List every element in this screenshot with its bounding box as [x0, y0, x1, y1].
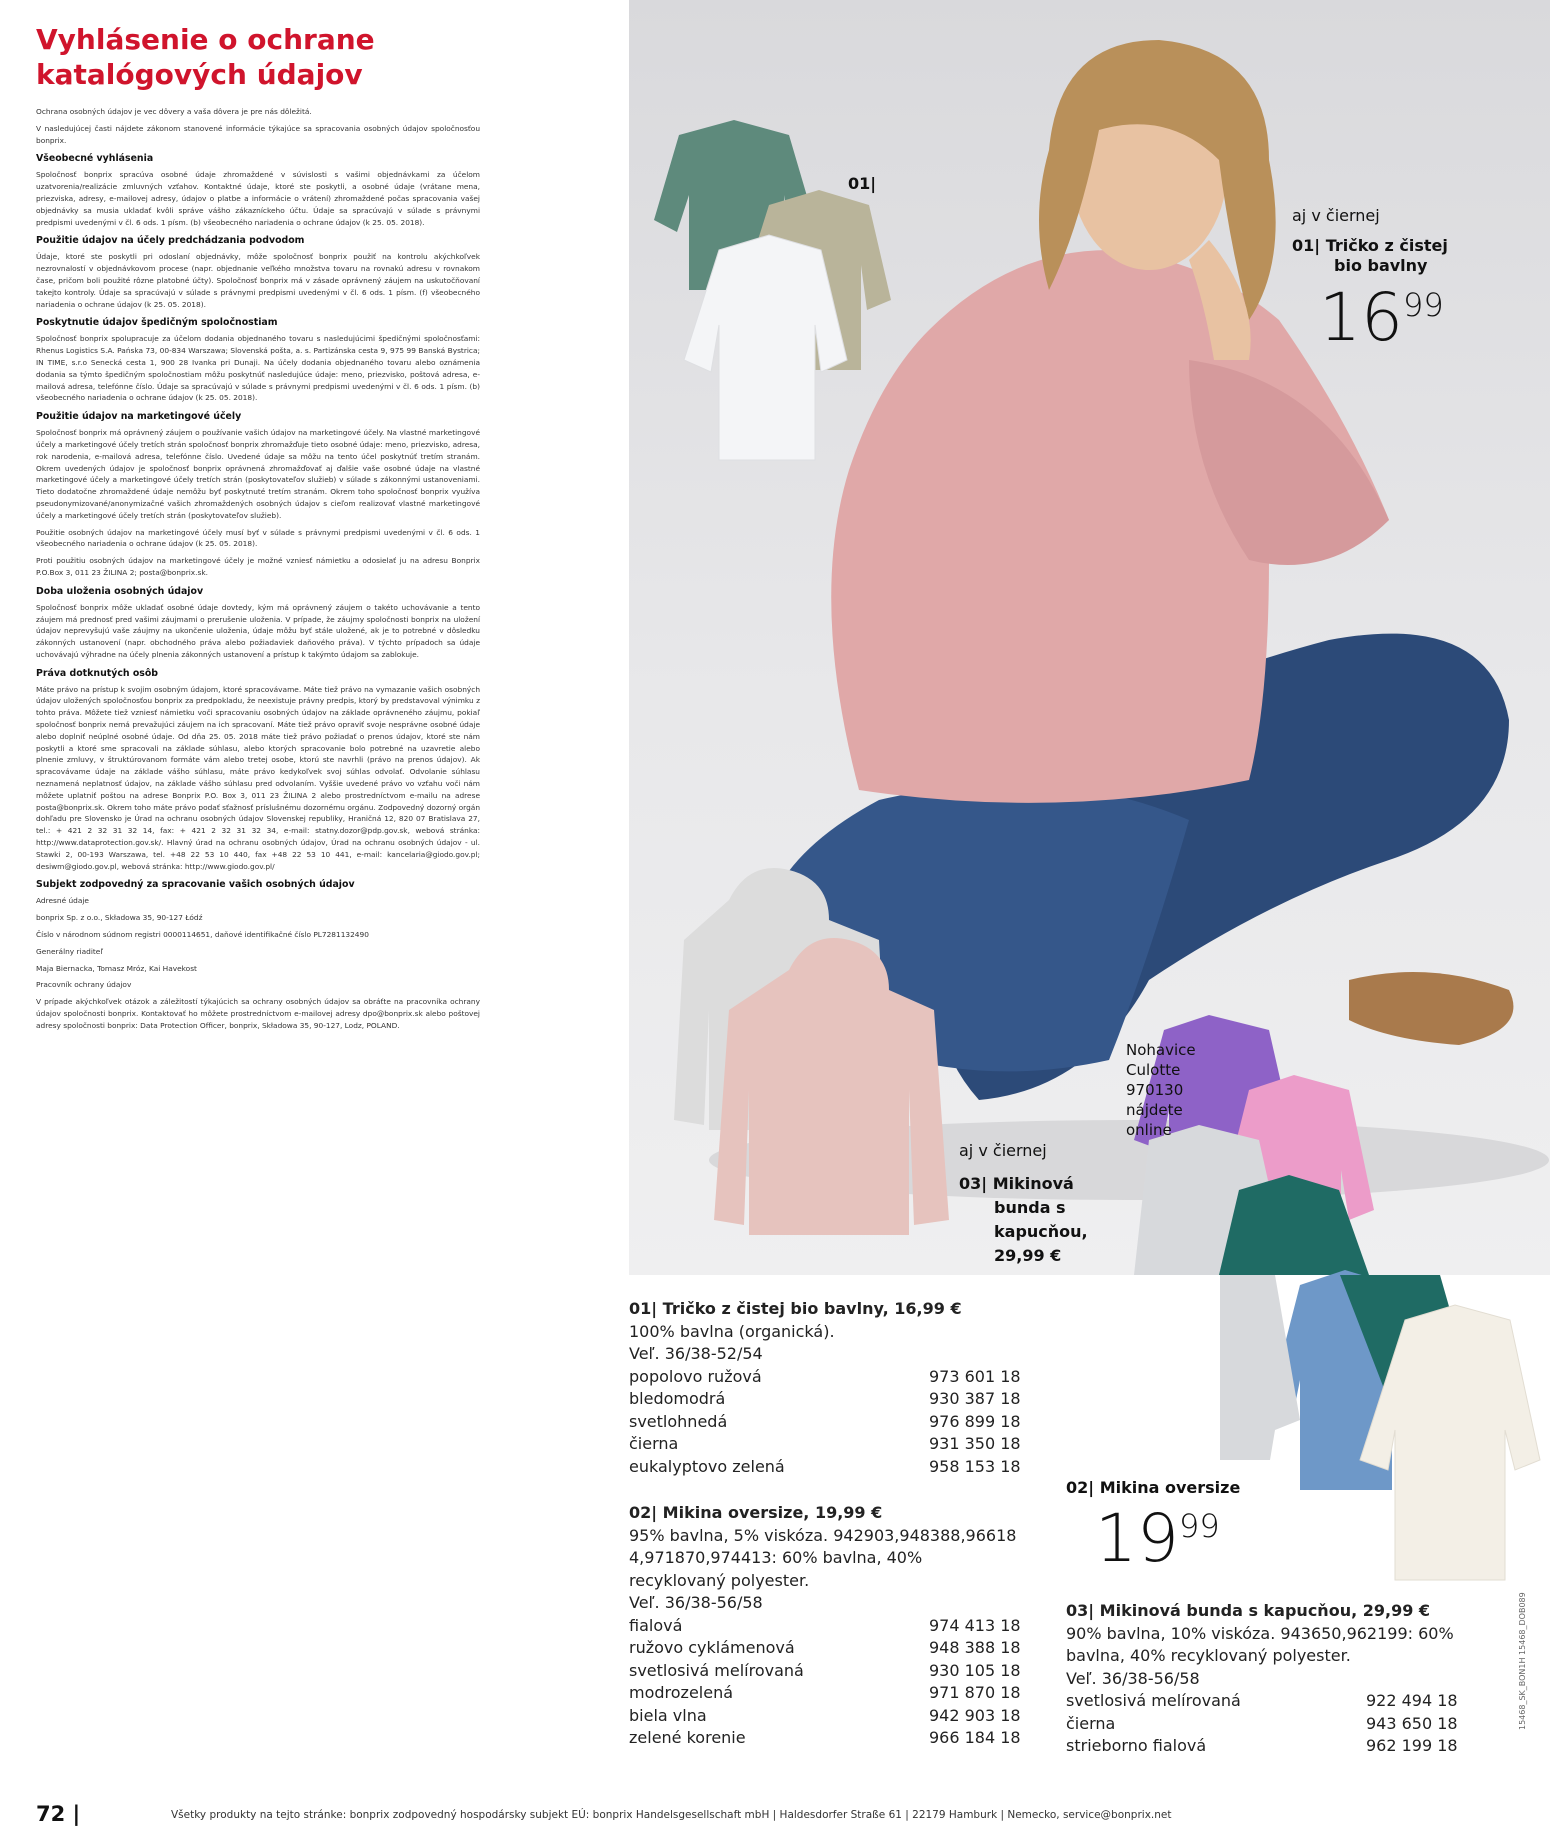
privacy-paragraph: Maja Biernacka, Tomasz Mróz, Kai Havekost — [36, 963, 197, 973]
product03-material-l1: 90% bavlna, 10% viskóza. 943650,962199: 60% — [1066, 1623, 1454, 1643]
product03-block — [1066, 1600, 1496, 1758]
product01-sizes: Veľ. 36/38-52/54 — [629, 1344, 763, 1363]
variant-row — [629, 1727, 1059, 1750]
pants-note — [1126, 1040, 1196, 1140]
privacy-section — [36, 106, 480, 146]
variant-code: 966 184 18 — [929, 1728, 1021, 1747]
variant-code: 943 650 18 — [1366, 1713, 1458, 1733]
privacy-paragraph: Číslo v národnom súdnom registri 0000114651, daňové identifikačné číslo PL7281132490 — [36, 930, 369, 940]
page-number: 72 | — [36, 1802, 81, 1826]
variant-code: 948 388 18 — [929, 1638, 1021, 1657]
product03-sizes: Veľ. 36/38-56/58 — [1066, 1668, 1200, 1688]
privacy-paragraph: Generálny riaditeľ — [36, 946, 104, 956]
price-02 — [1095, 1500, 1220, 1577]
product01-material: 100% bavlna (organická). — [629, 1321, 835, 1341]
privacy-section-heading: Subjekt zodpovedný za spracovanie vašich osobných údajov — [36, 879, 355, 891]
product01-name-line1: Tričko z čistej — [1325, 236, 1448, 255]
privacy-paragraph: Použitie osobných údajov na marketingové účely musí byť v súlade s právnymi predpismi uvedenými v čl. 6 ods. 1 všeobecného nariadenia o ochrane údajov (k 25. 05. 2018). — [36, 527, 480, 549]
privacy-section — [36, 316, 480, 404]
variant-color: čierna — [629, 1434, 679, 1453]
price01-decimal: 99 — [1402, 286, 1444, 324]
privacy-paragraph: Ochrana osobných údajov je vec dôvery a vaša dôvera je pre nás dôležitá. — [36, 107, 312, 116]
pants-note-line5: online — [1126, 1121, 1172, 1139]
product01-heading: 01| Tričko z čistej bio bavlny, 16,99 € — [629, 1299, 962, 1318]
footer-legal: Všetky produkty na tejto stránke: bonprix zodpovedný hospodársky subjekt EÚ: bonprix Handelsgesellschaft mbH | Haldesdorfer Straße 61 | 22179 Hamburk | Nemecko, service@bonprix.net — [171, 1809, 1172, 1821]
privacy-column — [36, 22, 480, 1038]
variant-color: svetlosivá melírovaná — [629, 1660, 804, 1680]
privacy-section-heading: Použitie údajov na marketingové účely — [36, 411, 242, 423]
variant-code: 974 413 18 — [929, 1615, 1021, 1635]
privacy-paragraph: Spoločnosť bonprix môže ukladať osobné údaje dovtedy, kým má oprávnený záujem o takéto uchovávanie a tento záujem má prednosť pred vašimi záujmami o prerušenie uloženia. V prípade, že záujmy spoločnosti bonprix na uložení údajov neprevyšujú vaše záujmy na ukončenie uloženia, údaje môžu byť stále uložené, ak je to potrebné v dôsledku zákonných ustanovení (napr. obchodného práva alebo požiadaviek daňového práva). V týchto prípadoch sa údaje uchovávajú výhradne na účely plnenia zákonných ustanovení a prístup k takýmto údajom sa zablokuje. — [36, 602, 480, 659]
variant-row — [1066, 1713, 1496, 1736]
variant-color: biela vlna — [629, 1705, 707, 1725]
variant-row — [1066, 1690, 1496, 1713]
product03-line3: kapucňou, — [994, 1222, 1088, 1241]
product02-label — [1066, 1478, 1240, 1498]
variant-row — [629, 1433, 1049, 1456]
sweat-blue — [1268, 1270, 1425, 1490]
variant-row — [629, 1682, 1059, 1705]
product03-number: 03| — [959, 1174, 988, 1193]
variant-row — [629, 1388, 1049, 1411]
variant-row — [629, 1660, 1059, 1683]
privacy-section — [36, 152, 480, 228]
privacy-section — [36, 234, 480, 310]
variant-color: svetlohnedá — [629, 1411, 728, 1431]
color-note-black-03: aj v čiernej — [959, 1141, 1047, 1160]
privacy-paragraph: Spoločnosť bonprix má oprávnený záujem o používanie vašich údajov na marketingové účely. Na vlastné marketingové účely a marketingové účely tretích strán spoločnosť bonprix zhromažďuje tieto osobné údaje: meno, priezvisko, adresa, rok narodenia, e-mailová adresa, telefónne číslo. Uvedené údaje sa môžu na tento účel poskytnúť tretím stranám. Okrem uvedených údajov je spoločnosť bonprix oprávnená zhromažďovať aj ďalšie vaše osobné údaje na vlastné marketingové účely a marketingové účely tretích strán (poskytovateľov služieb) v súlade s zákonnými ustanoveniami. Tieto dodatočne zhromaždené údaje nemôžu byť poskytnuté tretím stranám. Okrem toho spoločnosť bonprix využíva pseudonymizované/anonymizačné vašich zhromaždených osobných údajov s cieľom realizovať vlastné marketingové účely a marketingové účely tretích strán (poskytovateľov služieb). — [36, 428, 480, 520]
privacy-section — [36, 667, 480, 873]
privacy-section-heading: Práva dotknutých osôb — [36, 667, 158, 679]
pants-note-line2: Culotte — [1126, 1061, 1181, 1079]
variant-color: modrozelená — [629, 1683, 734, 1702]
privacy-paragraph: V prípade akýchkoľvek otázok a záležitostí týkajúcich sa ochrany osobných údajov sa obráťte na pracovníka ochrany údajov spoločnosti bonprix. Kontaktovať ho môžete prostredníctvom e-mailovej adresy dpo@bonprix.sk alebo poštovej adresy spoločnosti bonprix: Data Protection Officer, bonprix, Składowa 35, 90-127, Lodz, POLAND. — [36, 997, 480, 1030]
product02-material-l1: 95% bavlna, 5% viskóza. 942903,948388,96618 — [629, 1525, 1017, 1545]
pants-note-line1: Nohavice — [1126, 1041, 1196, 1059]
footer — [36, 1802, 1336, 1826]
privacy-section-heading: Použitie údajov na účely predchádzania podvodom — [36, 235, 305, 247]
variant-color: čierna — [1066, 1713, 1116, 1733]
privacy-title-line2: katalógových údajov — [36, 58, 363, 91]
sweat-cream — [1360, 1305, 1540, 1580]
variant-code: 930 105 18 — [929, 1660, 1021, 1680]
price02-integer: 19 — [1095, 1500, 1179, 1577]
product01-block — [629, 1298, 1049, 1478]
product03-price: 29,99 € — [994, 1246, 1062, 1265]
privacy-paragraph: Máte právo na prístup k svojim osobným údajom, ktoré spracovávame. Máte tiež právo na vymazanie vašich osobných údajov uložených spoločnosťou bonprix za predpokladu, že neexistuje právny predpis, ktorý by predstavoval výnimku z tohto práva. Môžete tiež vzniesť námietku voči spracovaniu osobných údajov na základe oprávneného záujmu, pokiaľ spoločnosť bonprix nemá prevažujúci záujem na ich spracovaní. Máte tiež právo opraviť svoje nesprávne osobné údaje alebo doplniť neúplné osobné údaje. Od dňa 25. 05. 2018 máte tiež právo požiadať o prenos údajov, ktoré ste nám poskytli a ktoré sme spracovali na základe súhlasu, alebo ktorých spracovanie bolo potrebné na uzavretie alebo plnenie zmluvy, v štruktúrovanom formáte vám alebo tretej osobe, ktorú ste navrhli (právo na prenos údajov). Ak spracovávame údaje na základe vášho súhlasu, máte právo kedykoľvek svoj súhlas odvolať. Odvolanie súhlasu neznamená neplatnosť údajov, na základe vášho súhlasu pred odvolaním. Vyššie uvedené právo vo vzťahu voči nám môžete uplatniť poštou na adrese Bonprix P.O. Box 3, 011 23 ŽILINA 2 alebo prostredníctvom e-mailu na adrese posta@bonprix.sk. Okrem toho máte právo podať sťažnosť príslušnému dozornému orgánu. Zodpovedný dozorný orgán dohľadu pre Slovensko je Úrad na ochranu osobných údajov Slovenskej republiky, Hraničná 12, 820 07 Bratislava 27, tel.: + 421 2 32 31 32 14, fax: + 421 2 32 31 32 34, e-mail: statny.dozor@pdp.gov.sk, webová stránka: http://www.dataprotection.gov.sk/. Hlavný úrad na ochranu osobných údajov, Úrad na ochranu osobných údajov - ul. Stawki 2, 00-193 Warszawa, tel. +48 22 53 10 440, fax +48 22 53 10 441, e-mail: kancelaria@giodo.gov.pl; desiwm@giodo.gov.pl, webová stránka: http://www.giodo.gov.pl/ — [36, 684, 480, 871]
variant-row — [629, 1615, 1059, 1638]
variant-code: 930 387 18 — [929, 1389, 1021, 1408]
variant-code: 942 903 18 — [929, 1705, 1021, 1725]
product03-variants — [1066, 1690, 1496, 1758]
privacy-paragraph: Proti použitiu osobných údajov na marketingové účely je možné vzniesť námietku a odosielať ju na adresu Bonprix P.O.Box 3, 011 23 ŽILINA 2; posta@bonprix.sk. — [36, 556, 480, 577]
product01-variants — [629, 1366, 1049, 1479]
product03-heading: 03| Mikinová bunda s kapucňou, 29,99 € — [1066, 1601, 1431, 1620]
product03-line2: bunda s — [994, 1198, 1066, 1217]
privacy-paragraph: Pracovník ochrany údajov — [36, 980, 132, 990]
product02-name: Mikina oversize — [1099, 1478, 1241, 1497]
privacy-section-heading: Všeobecné vyhlásenia — [36, 153, 154, 165]
product-photo — [629, 0, 1550, 1275]
product03-material-l2: bavlna, 40% recyklovaný polyester. — [1066, 1646, 1351, 1665]
variant-row — [1066, 1735, 1496, 1758]
variant-code: 958 153 18 — [929, 1456, 1021, 1476]
product02-heading: 02| Mikina oversize, 19,99 € — [629, 1503, 883, 1522]
privacy-section — [36, 410, 480, 579]
privacy-paragraph: bonprix Sp. z o.o., Składowa 35, 90-127 Łódź — [36, 913, 203, 923]
pants-note-line3: 970130 — [1126, 1081, 1184, 1099]
variant-row — [629, 1637, 1059, 1660]
product02-number: 02| — [1066, 1478, 1095, 1497]
color-note-black: aj v čiernej — [1292, 206, 1380, 225]
variant-color: fialová — [629, 1615, 683, 1635]
item01-tag: 01| — [848, 174, 877, 193]
product02-variants — [629, 1615, 1059, 1750]
variant-color: ružovo cyklámenová — [629, 1638, 795, 1657]
privacy-paragraph: Adresné údaje — [36, 896, 89, 906]
vertical-code: 15468_SK_BON1H 15468_DOB089 — [1518, 1592, 1527, 1730]
price02-decimal: 99 — [1178, 1507, 1220, 1545]
variant-code: 922 494 18 — [1366, 1691, 1458, 1710]
variant-color: zelené korenie — [629, 1728, 746, 1747]
pants-note-line4: nájdete — [1126, 1101, 1183, 1119]
privacy-section — [36, 878, 480, 1031]
tees-group — [654, 120, 891, 460]
product02-block — [629, 1502, 1059, 1750]
photo-illustration — [629, 0, 1550, 1275]
privacy-sections — [36, 106, 480, 1032]
privacy-section-heading: Poskytnutie údajov špedičným spoločnostiam — [36, 317, 278, 329]
product03-label — [959, 1172, 1088, 1268]
variant-row — [629, 1366, 1049, 1389]
variant-color: popolovo ružová — [629, 1366, 762, 1386]
variant-code: 931 350 18 — [929, 1434, 1021, 1453]
variant-code: 971 870 18 — [929, 1683, 1021, 1702]
variant-row — [629, 1456, 1049, 1479]
variant-color: svetlosivá melírovaná — [1066, 1691, 1241, 1710]
shoe — [1349, 972, 1513, 1045]
privacy-title — [36, 22, 480, 92]
product02-sizes: Veľ. 36/38-56/58 — [629, 1593, 763, 1612]
privacy-paragraph: Údaje, ktoré ste poskytli pri odoslaní objednávky, môže spoločnosť bonprix použiť na kontrolu akýchkoľvek nezrovnalostí v objednávkovom procese (napr. objednanie veľkého množstva tovaru na rovnakú adresu v rovnakom čase, pričom boli použité rôzne platobné účty). Spoločnosť bonprix má v zásade oprávnený záujem na uskutočňovaní takejto kontroly. Údaje sa spracúvajú v súlade s právnymi predpismi uvedenými v čl. 6 ods. 1 písm. (f) všeobecného nariadenia o ochrane údajov (k 25. 05. 2018). — [36, 252, 480, 309]
product02-material-l3: recyklovaný polyester. — [629, 1570, 810, 1590]
product01-number: 01| — [1292, 236, 1321, 255]
product02-material-l2: 4,971870,974413: 60% bavlna, 40% — [629, 1548, 923, 1567]
price-01 — [1319, 279, 1444, 356]
price01-integer: 16 — [1319, 279, 1403, 356]
variant-code: 962 199 18 — [1366, 1736, 1458, 1755]
privacy-paragraph: Spoločnosť bonprix spolupracuje za účelom dodania objednaného tovaru s nasledujúcimi špedičnými spoločnosťami: Rhenus Logistics S.A. Pańska 73, 00-834 Warszawa; Slovenská pošta, a. s. Partizánska cesta 9, 975 99 Banská Bystrica; IN TIME, s.r.o Senecká cesta 1, 900 28 Ivanka pri Dunaji. Na účely dodania objednaného tovaru alebo oznámenia dodania sa týmto špedičným spoločnostiam môžu poskytnúť nasledujúce údaje: meno, priezvisko, poštová adresa, e-mailová adresa, telefónne číslo. Údaje sa spracúvajú v súlade s právnymi predpismi uvedenými v čl. 6 ods. 1 písm. (b) všeobecného nariadenia o ochrane údajov (k 25. 05. 2018). — [36, 334, 480, 403]
privacy-section-heading: Doba uloženia osobných údajov — [36, 585, 204, 597]
variant-color: strieborno fialová — [1066, 1736, 1207, 1755]
privacy-title-line1: Vyhlásenie o ochrane — [36, 23, 375, 56]
privacy-paragraph: V nasledujúcej časti nájdete zákonom stanovené informácie týkajúce sa spracovania osobných údajov spoločnosťou bonprix. — [36, 123, 480, 145]
product03-line1: Mikinová — [992, 1174, 1074, 1193]
privacy-section — [36, 585, 480, 661]
privacy-paragraph: Spoločnosť bonprix spracúva osobné údaje zhromaždené v súvislosti s vašimi objednávkami za účelom uzatvorenia/realizácie zmluvných vzťahov. Kontaktné údaje, ktoré ste poskytli, a osobné údaje (vrátane mena, priezviska, adresy, e-mailovej adresy, údajov o platbe a informácie o vrátení) zhromaždené počas spracovania vašej objednávky sa musia ukladať kvôli správe vášho zákazníckeho účtu. Údaje sa spracúvajú v súlade s právnymi predpismi uvedenými v čl. 6 ods. 1 písm. (b) všeobecného nariadenia o ochrane údajov (k 25. 05. 2018). — [36, 170, 480, 227]
product01-label — [1292, 236, 1448, 276]
variant-row — [629, 1705, 1059, 1728]
product01-name-line2: bio bavlny — [1334, 256, 1428, 275]
variant-code: 973 601 18 — [929, 1366, 1021, 1386]
variant-code: 976 899 18 — [929, 1411, 1021, 1431]
variant-color: bledomodrá — [629, 1389, 726, 1408]
variant-row — [629, 1411, 1049, 1434]
variant-color: eukalyptovo zelená — [629, 1456, 785, 1476]
